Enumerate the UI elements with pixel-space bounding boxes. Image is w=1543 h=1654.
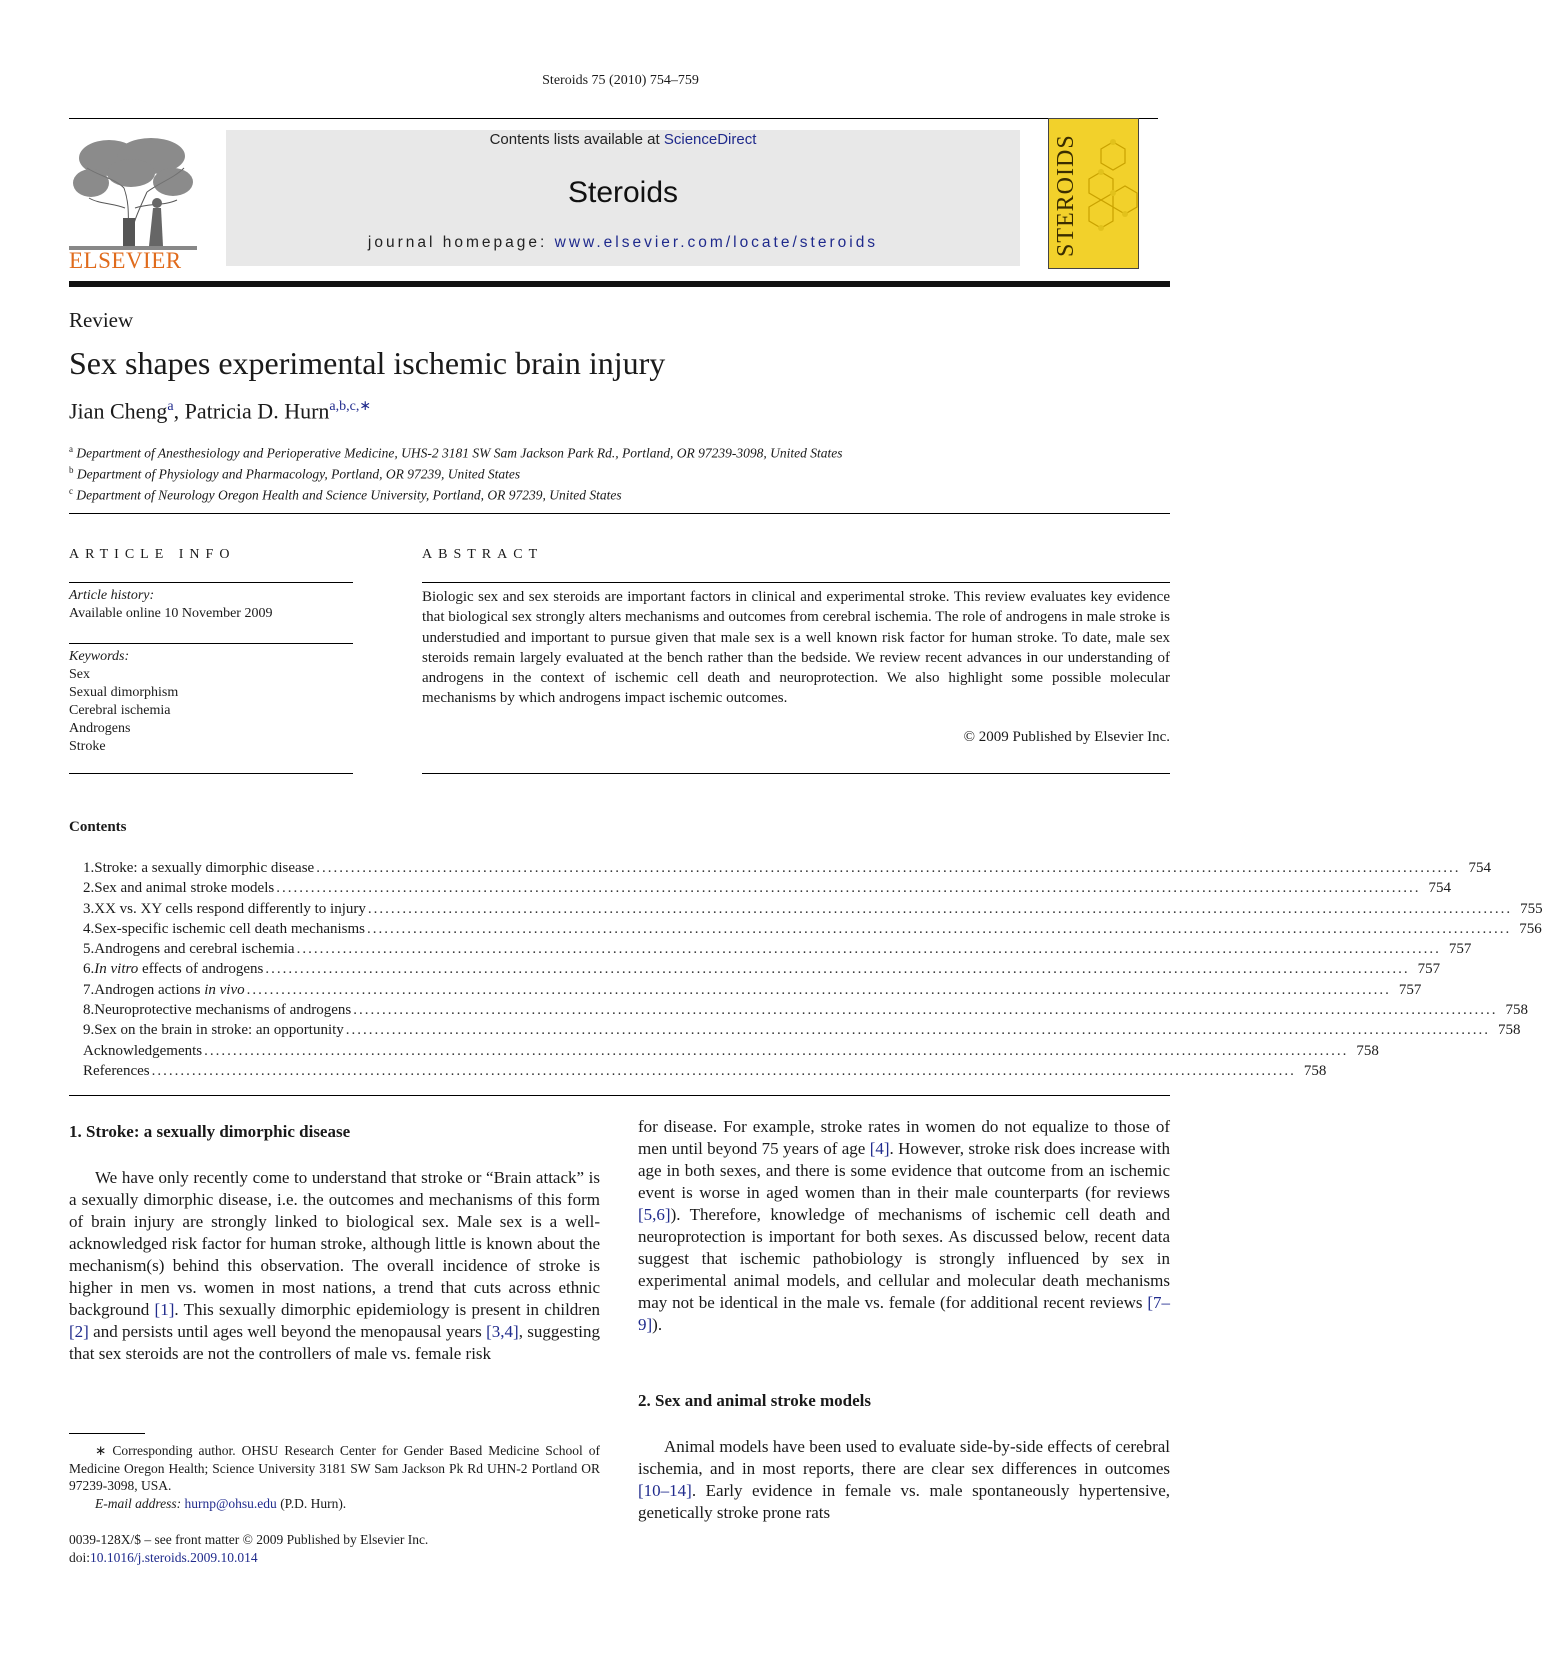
keywords-rule (69, 643, 353, 644)
toc-page: 758 (1498, 1022, 1521, 1039)
affiliation-text: Department of Neurology Oregon Health and Science University, Portland, OR 97239, United States (76, 487, 622, 503)
doi-prefix: doi: (69, 1549, 91, 1565)
homepage-prefix: journal homepage: (367, 234, 555, 251)
toc-page: 756 (1519, 920, 1542, 937)
article-info-heading: ARTICLE INFO (69, 547, 236, 562)
toc-number: 3. (83, 900, 95, 917)
email-link[interactable]: hurnp@ohsu.edu (184, 1495, 277, 1511)
toc-item[interactable] (69, 858, 1491, 878)
toc-leader: ....................................................................................................................................................................................................... (204, 1042, 1349, 1059)
journal-cover-image (1048, 118, 1139, 269)
citation-link[interactable]: [10–14] (638, 1481, 692, 1500)
toc-title: References (83, 1062, 150, 1079)
toc-number: 5. (83, 941, 95, 958)
toc-leader: ....................................................................................................................................................................................................... (151, 1062, 1296, 1079)
doi-link[interactable]: 10.1016/j.steroids.2009.10.014 (90, 1549, 258, 1565)
toc-page: 754 (1468, 860, 1491, 876)
toc-number: 7. (83, 981, 95, 998)
article-title: Sex shapes experimental ischemic brain injury (69, 345, 666, 381)
keyword: Sexual dimorphism (69, 685, 179, 700)
toc-leader: ....................................................................................................................................................................................................... (353, 1002, 1498, 1019)
header-rule (69, 118, 1158, 119)
toc-item[interactable] (69, 1061, 1327, 1081)
corresponding-author-footnote (69, 1442, 600, 1512)
toc-title: Neuroprotective mechanisms of androgens (94, 1002, 352, 1019)
toc-number: 2. (83, 880, 95, 897)
toc-page: 757 (1398, 981, 1422, 998)
journal-homepage-line (226, 234, 1020, 252)
cover-title: STEROIDS (1053, 134, 1079, 258)
toc-leader: ....................................................................................................................................................................................................... (316, 860, 1461, 876)
toc-item[interactable] (69, 959, 1441, 979)
toc-leader: ....................................................................................................................................................................................................... (345, 1022, 1491, 1039)
author-separator: , (173, 398, 185, 424)
keyword: Cerebral ischemia (69, 703, 171, 718)
keyword: Androgens (69, 721, 131, 736)
masthead-rule (69, 281, 1170, 287)
author-list (69, 398, 371, 424)
toc-page: 758 (1303, 1062, 1327, 1079)
abstract-rule (422, 582, 1170, 583)
article-meta-footer (69, 1531, 428, 1566)
toc-title: Androgen actions in vivo (94, 981, 245, 998)
toc-title: Androgens and cerebral ischemia (94, 941, 295, 958)
toc-title: Sex on the brain in stroke: an opportunity (94, 1022, 344, 1039)
toc-item[interactable] (69, 878, 1451, 898)
paragraph (69, 1167, 600, 1365)
citation-link[interactable]: [4] (869, 1139, 890, 1158)
toc-leader: ....................................................................................................................................................................................................... (366, 920, 1512, 937)
abstract-copyright: © 2009 Published by Elsevier Inc. (963, 729, 1170, 745)
text-run: . This sexually dimorphic epidemiology is present in children (174, 1300, 600, 1319)
abstract-text: Biologic sex and sex steroids are important factors in clinical and experimental stroke. This review evaluates key evidence that biological sex strongly alters mechanisms and outcomes from cerebral ischemia. The role of androgens in male stroke is understudied and important to pursue given that male sex is a well known risk factor for human stroke. To date, male sex steroids remain largely evaluated at the bench rather than the bedside. We review recent advances in our understanding of androgens in the context of ischemic cell death and neuroprotection. We also highlight some possible molecular mechanisms by which androgens impact ischemic outcomes. (422, 589, 1170, 707)
toc-item[interactable] (69, 980, 1422, 1000)
citation-link[interactable]: [3,4] (486, 1322, 519, 1341)
article-history-label: Article history: (69, 588, 155, 603)
toc-number: 8. (83, 1002, 95, 1019)
citation-link[interactable]: [7–9] (638, 1293, 1170, 1334)
text-run: ). Therefore, knowledge of mechanisms of ischemic cell death and neuroprotection is important for both sexes. As discussed below, recent data suggest that ischemic pathobiology is strongly influenced by sex in experimental animal models, and cellular and molecular death mechanisms may not be identical in the male vs. female (for additional recent reviews (638, 1205, 1170, 1312)
toc-item[interactable] (69, 1000, 1528, 1020)
toc-page: 758 (1356, 1042, 1379, 1059)
footnote-rule (69, 1433, 145, 1434)
toc-page: 755 (1520, 900, 1543, 917)
email-label: E-mail address: (95, 1495, 185, 1511)
title-block-rule (69, 513, 1170, 514)
abstract-bottom-rule (422, 773, 1170, 774)
section-2-heading: 2. Sex and animal stroke models (638, 1391, 871, 1410)
author-affiliation-link[interactable]: a (167, 399, 174, 414)
keyword: Sex (69, 667, 90, 682)
toc-number: 9. (83, 1022, 95, 1039)
text-run: for disease. For example, stroke rates in women do not equalize to those of men until beyond 75 years of age (638, 1117, 1170, 1158)
affiliation-text: Department of Anesthesiology and Perioperative Medicine, UHS-2 3181 SW Sam Jackson Park Rd., Portland, OR 97239-3098, United States (76, 445, 843, 461)
doi-line (69, 1549, 428, 1567)
author-name: Patricia D. Hurn (184, 398, 330, 424)
footnote-email (69, 1495, 600, 1513)
toc-title: In vitro effects of androgens (94, 961, 264, 978)
affiliation-mark: a (69, 444, 73, 454)
section-1-right-column (638, 1116, 1170, 1336)
toc-title: Sex and animal stroke models (94, 880, 275, 897)
author-name: Jian Cheng (69, 398, 168, 424)
article-info-bottom-rule (69, 773, 353, 774)
journal-masthead (226, 130, 1020, 266)
contents-prefix: Contents lists available at (489, 131, 664, 148)
text-run: We have only recently come to understand that stroke or “Brain attack” is a sexually dimorphic disease, i.e. the outcomes and mechanisms of this form of brain injury are strongly linked to biological sex. Male sex is a well-acknowledged risk factor for human stroke, although little is known about the mechanism(s) behind this observation. The overall incidence of stroke is higher in men vs. women in most nations, a trend that cuts across ethnic background (69, 1168, 600, 1319)
toc-title: Stroke: a sexually dimorphic disease (94, 860, 315, 876)
footnote-body: Corresponding author. OHSU Research Center for Gender Based Medicine School of Medicine Oregon Health; Science University 3181 SW Sam Jackson Pk Rd UHN-2 Portland OR 97239-3098, USA. (69, 1443, 601, 1493)
homepage-link[interactable]: www.elsevier.com/locate/steroids (554, 234, 879, 251)
toc-leader: ....................................................................................................................................................................................................... (367, 900, 1513, 917)
toc-number: 4. (83, 920, 95, 937)
elsevier-wordmark: ELSEVIER (69, 248, 182, 273)
toc-title: Acknowledgements (83, 1042, 203, 1059)
author-affiliation-link[interactable]: a,b,c,∗ (329, 399, 372, 414)
toc-leader: ....................................................................................................................................................................................................... (246, 981, 1391, 998)
contents-available-line (226, 131, 1020, 148)
paragraph-continued (638, 1116, 1170, 1336)
toc-page: 757 (1417, 961, 1441, 978)
text-run: ). (652, 1315, 663, 1334)
paragraph (638, 1436, 1170, 1524)
toc-item[interactable] (69, 1041, 1379, 1061)
toc-number: 6. (83, 961, 95, 978)
citation-link[interactable]: [5,6] (638, 1205, 671, 1224)
toc-item[interactable] (69, 919, 1542, 939)
front-matter-line: 0039-128X/$ – see front matter © 2009 Published by Elsevier Inc. (69, 1532, 429, 1547)
toc-leader: ....................................................................................................................................................................................................... (296, 941, 1441, 958)
email-suffix: (P.D. Hurn). (276, 1495, 347, 1511)
toc-item[interactable] (69, 899, 1543, 919)
running-head: Steroids 75 (2010) 754–759 (542, 73, 699, 88)
text-run: and persists until ages well beyond the menopausal years (88, 1322, 487, 1341)
keyword: Stroke (69, 739, 106, 754)
affiliations (69, 441, 843, 504)
text-run: Animal models have been used to evaluate side-by-side effects of cerebral ischemia, and in most reports, there are clear sex differences in outcomes (638, 1437, 1170, 1478)
section-1-left-column (69, 1167, 600, 1365)
citation-link[interactable]: [1] (154, 1300, 175, 1319)
article-info-rule (69, 582, 353, 583)
affiliation-mark: b (69, 465, 74, 475)
footnote-mark: ∗ (95, 1443, 107, 1458)
keywords (69, 648, 178, 756)
toc-leader: ....................................................................................................................................................................................................... (265, 961, 1410, 978)
toc-number: 1. (83, 860, 95, 876)
toc-page: 758 (1505, 1002, 1528, 1019)
footnote-text (69, 1442, 600, 1495)
keywords-label: Keywords: (69, 649, 130, 664)
text-run: , suggesting that sex steroids are not the controllers of male vs. female risk (69, 1322, 600, 1363)
toc-item[interactable] (69, 1020, 1521, 1040)
toc-title: Sex-specific ischemic cell death mechanisms (94, 920, 365, 937)
article-history (69, 587, 272, 623)
section-2-column (638, 1436, 1170, 1524)
toc-page: 757 (1448, 941, 1472, 958)
affiliation-mark: c (69, 486, 73, 496)
section-1-heading: 1. Stroke: a sexually dimorphic disease (69, 1122, 351, 1141)
article-history-value: Available online 10 November 2009 (69, 606, 273, 621)
toc-leader: ....................................................................................................................................................................................................... (276, 880, 1421, 897)
affiliation (69, 462, 843, 483)
toc-title: XX vs. XY cells respond differently to injury (94, 900, 366, 917)
text-run: . Early evidence in female vs. male spontaneously hypertensive, genetically stroke prone rats (638, 1481, 1170, 1522)
journal-name: Steroids (567, 176, 679, 209)
text-run: . However, stroke risk does increase with age in both sexes, and there is some evidence that outcome from an ischemic event is worse in aged women than in their male counterparts (for reviews (638, 1139, 1170, 1202)
affiliation-text: Department of Physiology and Pharmacology, Portland, OR 97239, United States (76, 466, 521, 482)
toc-item[interactable] (69, 939, 1472, 959)
citation-link[interactable]: [2] (69, 1322, 89, 1341)
contents-bottom-rule (69, 1095, 1170, 1096)
sciencedirect-link[interactable]: ScienceDirect (663, 131, 757, 148)
contents-heading: Contents (69, 819, 127, 835)
toc-page: 754 (1428, 880, 1451, 897)
affiliation (69, 483, 843, 504)
abstract-heading: ABSTRACT (422, 547, 544, 562)
article-type: Review (69, 308, 134, 332)
table-of-contents (69, 858, 1543, 1081)
affiliation (69, 441, 843, 462)
